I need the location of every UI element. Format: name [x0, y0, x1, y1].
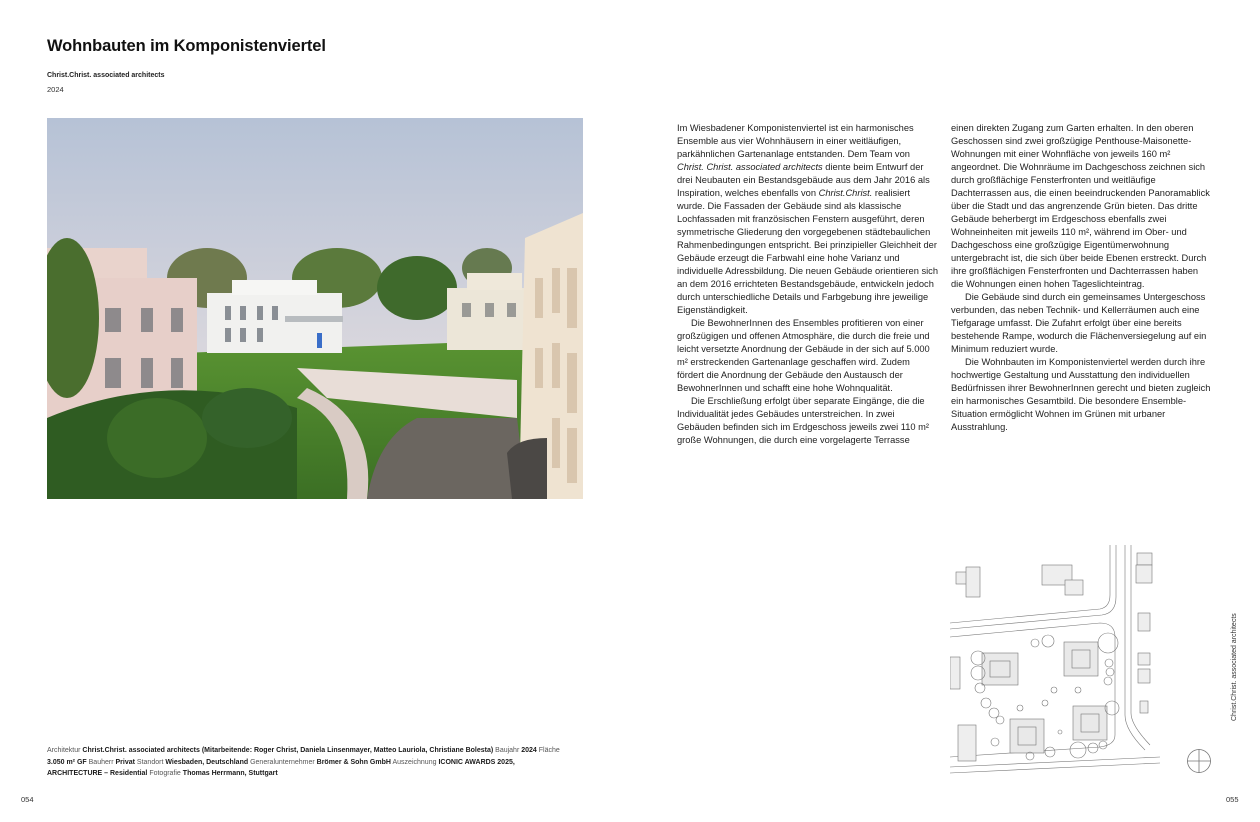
architect-name: Christ.Christ. associated architects	[47, 72, 165, 79]
paragraph: Die Gebäude sind durch ein gemeinsames Untergeschoss verbunden, das neben Technik- und Kellerräumen auch eine Tiefgarage umfasst. Die Zufahrt erfolgt über eine bereits bestehende Rampe, wodurch die Flächenversiegelung auf ein Minimum reduziert wurde.	[951, 292, 1207, 354]
credit-label: Baujahr	[495, 747, 520, 754]
body-text-column-1	[677, 122, 939, 447]
paragraph: Die Erschließung erfolgt über separate Eingänge, die die Individualität jedes Gebäudes unterstreichen. In zwei Gebäuden befinden sich im Erdgeschoss jeweils zwei 110 m² große Wohnungen, die durch eine vorgelagerte Terrasse	[677, 396, 930, 445]
credit-label: Fotografie	[149, 770, 181, 778]
article-title: Wohnbauten im Komponistenviertel	[47, 37, 326, 55]
north-arrow-icon	[1186, 748, 1212, 774]
running-head-text: Christ.Christ. associated architects	[1231, 613, 1238, 721]
page-number-left: 054	[21, 795, 34, 804]
paragraph: einen direkten Zugang zum Garten erhalten. In den oberen Geschossen sind zwei großzügige Penthouse-Maisonette-Wohnungen mit einer Wohnfläche von jeweils 160 m² angeordnet. Die Wohnräume im Dachgeschoss zeichnen sich durch großflächige Fensterfronten und weitläufige Dachterrassen aus, die einen beeindruckenden Panoramablick über die Stadt und das angrenzende Grün bieten. Das dritte Gebäude beherbergt im Erdgeschoss ebenfalls zwei Wohneinheiten mit jeweils 110 m², während im Ober- und Dachgeschoss eine großzügige Eigentümerwohnung untergebracht ist, die sich über beide Ebenen erstreckt. Durch ihre großflächigen Fensterfronten und Dachterrassen haben die Wohnungen einen hohen Tageslichteintrag.	[951, 123, 1210, 289]
credit-value: Wiesbaden, Deutschland	[165, 758, 249, 766]
site-plan	[950, 545, 1160, 775]
credit-value: Thomas Herrmann, Stuttgart	[182, 770, 278, 778]
credit-value: ICONIC AWARDS 2025, ARCHITECTURE – Residential	[47, 758, 515, 778]
paragraph: Die BewohnerInnen des Ensembles profitieren von einer großzügigen und offenen Atmosphäre, die durch die freie und leicht versetzte Anordnung der Gebäude in der sich auf 5.000 m² erstreckenden Gartenanlage geschaffen wird. Zudem fördert die Anordnung der Gebäude den Austausch der BewohnerInnen und schafft eine hohe Wohnqualität.	[677, 318, 930, 393]
body-text-column-2	[951, 122, 1213, 434]
credit-label: Generalunternehmer	[250, 758, 315, 766]
paragraph: Die Wohnbauten im Komponistenviertel werden durch ihre hochwertige Gestaltung und Ausstattung den individuellen Bedürfnissen ihrer BewohnerInnen gerecht und bieten zugleich ein harmonisches Gesamtbild. Die besondere Ensemble-Situation ermöglicht Wohnen im Grünen mit urbaner Ausstrahlung.	[951, 357, 1211, 432]
credit-label: Architektur	[47, 747, 81, 754]
credit-label: Auszeichnung	[392, 758, 437, 766]
project-photo	[47, 118, 583, 499]
paragraph: Im Wiesbadener Komponistenviertel ist ein harmonisches Ensemble aus vier Wohnhäusern in einer weitläufigen, parkähnlichen Gartenanlage entstanden. Dem Team von Christ. Christ. associated architects diente beim Entwurf der drei Neubauten ein Bestandsgebäude aus dem Jahr 2016 als Inspiration, welches ebenfalls von Christ.Christ. realisiert wurde. Die Fassaden der Gebäude sind als klassische Lochfassaden mit französischen Fenstern ausgeführt, deren symmetrische Gliederung den vorgegebenen städtebaulichen Rahmenbedingungen entspricht. Bei prinzipieller Gleichheit der Gebäude erzeugt die Farbwahl eine hohe Varianz und individuelle Adressbildung. Die neuen Gebäude orientieren sich an dem 2016 errichteten Bestandsgebäude, entwickeln jedoch durch unterschiedliche Details und Farbgebung ihre jeweilige Eigenständigkeit.	[677, 123, 939, 315]
credit-value: Privat	[115, 758, 135, 766]
credit-value: Brömer & Sohn GmbH	[316, 758, 391, 766]
credit-label: Bauherr	[88, 758, 114, 766]
page-number-right: 055	[1226, 795, 1239, 804]
credit-label: Fläche	[538, 747, 560, 754]
credit-value: 3.050 m² GF	[47, 758, 87, 766]
credit-value: 2024	[521, 747, 537, 754]
running-head	[1231, 609, 1243, 721]
credit-label: Standort	[136, 758, 164, 766]
credit-value: Christ.Christ. associated architects (Mitarbeitende: Roger Christ, Daniela Linsenmayer, Matteo Lauriola, Christiane Bolesta)	[82, 747, 494, 754]
project-credits	[47, 745, 567, 780]
project-year: 2024	[47, 85, 64, 94]
